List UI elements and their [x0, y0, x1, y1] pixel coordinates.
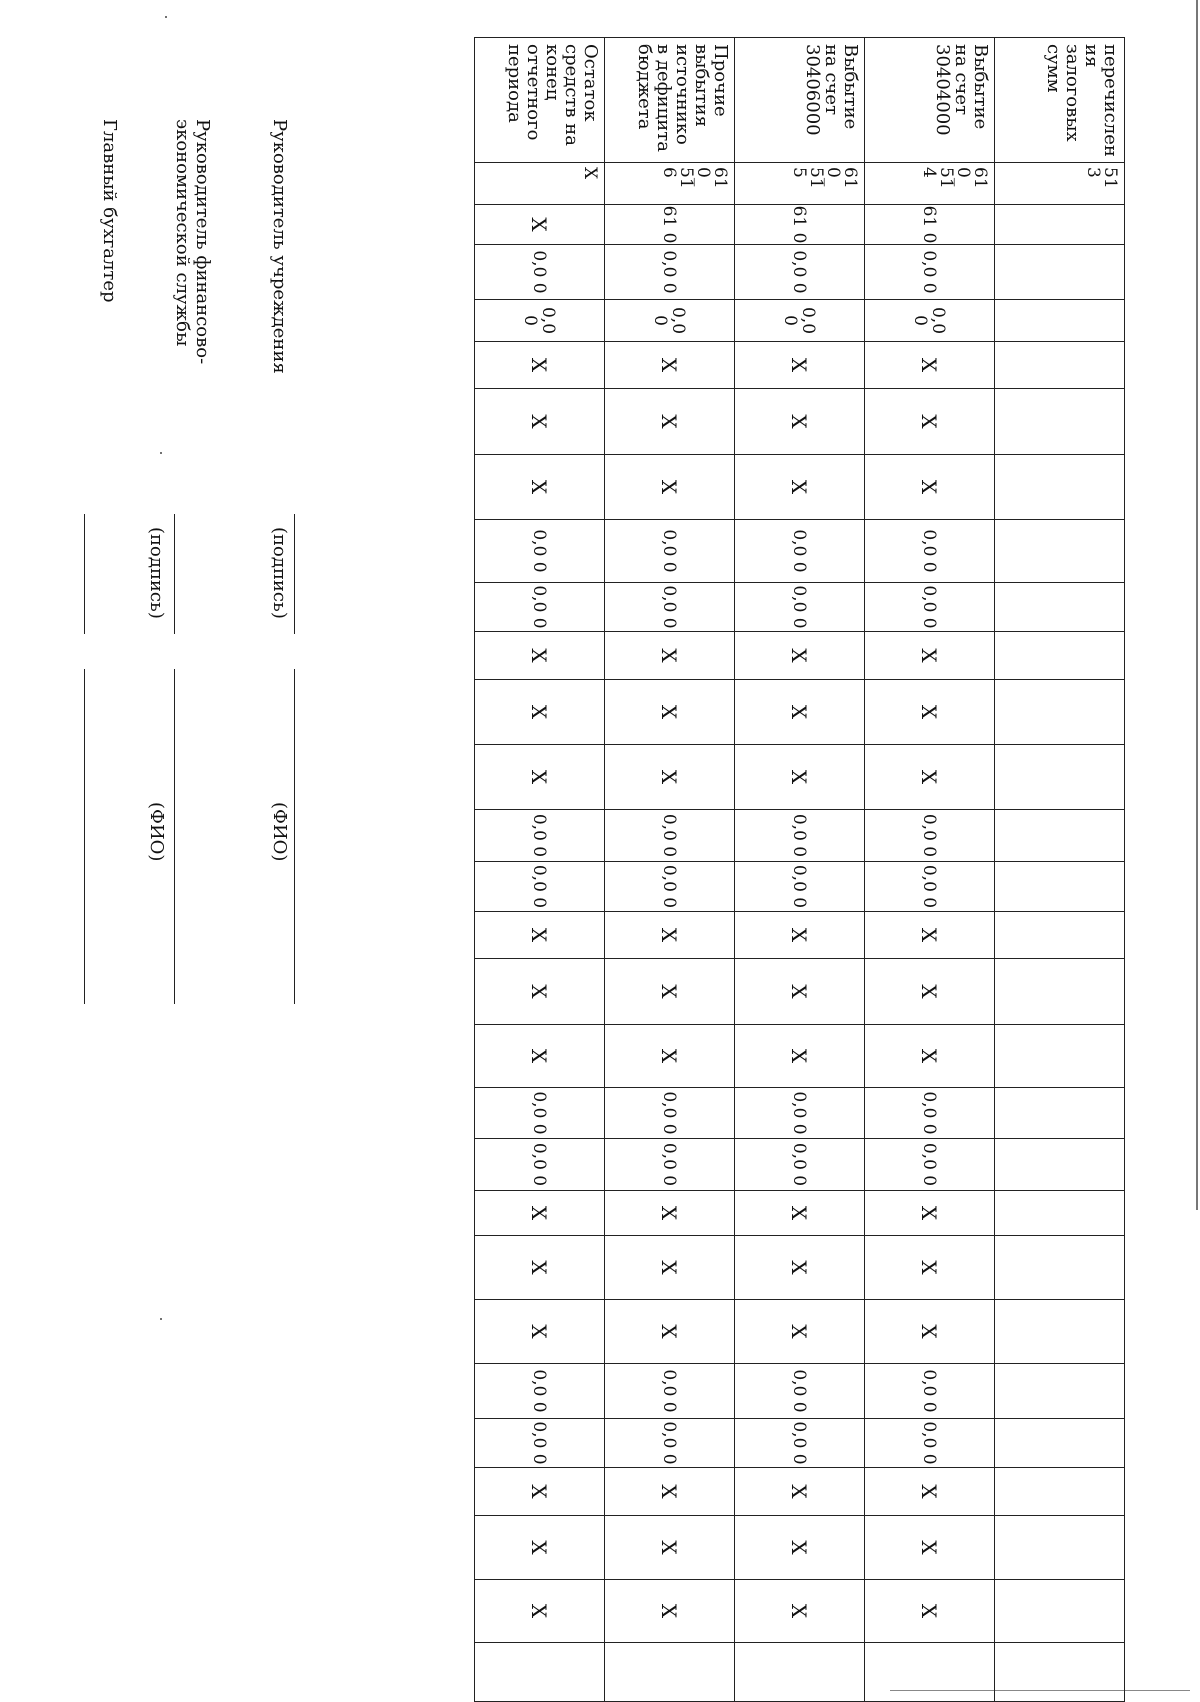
table-cell [995, 745, 1125, 810]
table-cell: X [605, 912, 735, 959]
table-cell: X [865, 1236, 995, 1300]
table-cell: X [735, 389, 865, 455]
table-row [475, 38, 605, 1702]
rotated-content [99, 37, 1125, 1702]
table-cell: 0,0 0 [865, 300, 995, 342]
table-cell: X [865, 1468, 995, 1516]
table-cell: 0,0 0 [605, 520, 735, 583]
table-cell: 0,0 0 [475, 810, 605, 862]
table-cell [995, 245, 1125, 300]
table-cell: 0,0 0 [605, 1364, 735, 1419]
table-cell: 0,0 0 [475, 520, 605, 583]
table-row [865, 38, 995, 1702]
table-cell: X [865, 389, 995, 455]
table-cell [995, 1468, 1125, 1516]
table-cell [995, 680, 1125, 745]
row-code: 51 3 [995, 163, 1125, 205]
table-cell [995, 1088, 1125, 1139]
table-cell [865, 1643, 995, 1702]
table-cell: 0,0 0 [475, 300, 605, 342]
table-cell: X [605, 1236, 735, 1300]
table-cell: 0,0 0 [865, 245, 995, 300]
table-cell: 0,0 0 [605, 583, 735, 632]
table-cell: X [475, 1516, 605, 1580]
table-cell: X [605, 1468, 735, 1516]
table-cell: 0,0 0 [605, 300, 735, 342]
table-cell: X [475, 1580, 605, 1643]
row-label: Прочие выбытия источнико в дефицита бюджета [605, 38, 735, 163]
head-name-hint: (ФИО) [269, 802, 290, 862]
table-cell: 0,0 0 [865, 810, 995, 862]
table-cell: X [475, 1300, 605, 1364]
table-cell: X [475, 455, 605, 520]
row-label: перечислен ия залоговых сумм [995, 38, 1125, 163]
table-cell: 0,0 0 [865, 1419, 995, 1468]
table-cell: X [605, 342, 735, 389]
table-cell: X [865, 680, 995, 745]
table-cell: X [735, 1191, 865, 1236]
row-code: 61 0_ 51 5 [735, 163, 865, 205]
table-cell: X [735, 342, 865, 389]
report-table [474, 37, 1125, 1702]
table-cell [995, 632, 1125, 680]
table-cell: 0,0 0 [605, 245, 735, 300]
table-cell [995, 1580, 1125, 1643]
scan-speck [160, 452, 162, 454]
table-cell: X [475, 389, 605, 455]
table-cell: X [735, 1516, 865, 1580]
table-cell: X [605, 455, 735, 520]
table-cell: 0,0 0 [865, 862, 995, 912]
finance-name-hint: (ФИО) [146, 802, 167, 862]
table-cell: X [605, 389, 735, 455]
table-cell: X [475, 632, 605, 680]
table-cell: 0,0 0 [475, 862, 605, 912]
finance-sign-line[interactable] [174, 514, 175, 634]
table-cell: X [735, 1300, 865, 1364]
scan-speck [165, 16, 167, 18]
table-cell: 0,0 0 [735, 583, 865, 632]
table-cell [995, 912, 1125, 959]
table-cell: X [605, 1580, 735, 1643]
table-cell [995, 583, 1125, 632]
row-line-code: 61 0 [735, 205, 865, 245]
table-cell [735, 1643, 865, 1702]
table-cell: 0,0 0 [475, 1364, 605, 1419]
table-cell: 0,0 0 [605, 810, 735, 862]
table-cell [995, 959, 1125, 1025]
table-cell: 0,0 0 [605, 1088, 735, 1139]
table-cell: X [865, 1300, 995, 1364]
table-cell: X [865, 1191, 995, 1236]
table-cell: 0,0 0 [735, 245, 865, 300]
row-code: 61 0_ 51 4 [865, 163, 995, 205]
table-cell: 0,0 0 [735, 862, 865, 912]
finance-label-2: экономической службы [172, 119, 193, 347]
table-cell: 0,0 0 [735, 300, 865, 342]
table-cell: X [475, 342, 605, 389]
table-cell: X [865, 632, 995, 680]
table-cell [995, 1364, 1125, 1419]
table-cell: X [735, 959, 865, 1025]
row-label: Выбытие на счет 30404000 [865, 38, 995, 163]
table-cell: X [605, 745, 735, 810]
table-cell [995, 1236, 1125, 1300]
table-cell: X [475, 912, 605, 959]
head-sign-line[interactable] [294, 514, 295, 634]
table-cell: 0,0 0 [735, 1419, 865, 1468]
table-cell [995, 1643, 1125, 1702]
table-cell: X [735, 632, 865, 680]
table-cell [995, 342, 1125, 389]
table-cell: X [865, 745, 995, 810]
table-cell [995, 300, 1125, 342]
table-cell: X [475, 1468, 605, 1516]
table-cell: X [735, 1468, 865, 1516]
row-line-code: 61 0 [865, 205, 995, 245]
table-cell: X [735, 1025, 865, 1088]
table-cell: X [475, 1236, 605, 1300]
table-cell: 0,0 0 [605, 1419, 735, 1468]
row-line-code: X [475, 205, 605, 245]
table-cell: 0,0 0 [865, 583, 995, 632]
table-cell: 0,0 0 [865, 1088, 995, 1139]
table-cell: X [865, 455, 995, 520]
table-cell [995, 1139, 1125, 1191]
row-label: Остаток средств на конец отчетного периода [475, 38, 605, 163]
table-cell [995, 389, 1125, 455]
table-cell: X [735, 745, 865, 810]
table-cell: X [865, 912, 995, 959]
table-cell: X [865, 959, 995, 1025]
table-cell [995, 455, 1125, 520]
table-cell: 0,0 0 [735, 810, 865, 862]
finance-label-1: Руководитель финансово- [192, 119, 213, 365]
table-cell: 0,0 0 [605, 1139, 735, 1191]
accountant-label: Главный бухгалтер [99, 119, 120, 303]
table-cell [995, 1300, 1125, 1364]
table-cell: X [865, 1516, 995, 1580]
table-cell: X [735, 912, 865, 959]
table-row [605, 38, 735, 1702]
table-cell: X [735, 1580, 865, 1643]
page-edge [1196, 0, 1198, 1210]
table-cell: 0,0 0 [735, 1088, 865, 1139]
table-cell: X [475, 680, 605, 745]
table-cell: X [605, 1025, 735, 1088]
table-cell: X [605, 1300, 735, 1364]
row-code: 61 0_ 51 6 [605, 163, 735, 205]
table-cell [995, 1516, 1125, 1580]
table-cell: 0,0 0 [475, 1419, 605, 1468]
table-row [735, 38, 865, 1702]
row-label: Выбытие на счет 30406000 [735, 38, 865, 163]
table-cell: X [735, 455, 865, 520]
table-cell: X [735, 1236, 865, 1300]
table-cell: X [475, 1191, 605, 1236]
table-row [995, 38, 1125, 1702]
table-cell: 0,0 0 [605, 862, 735, 912]
table-cell: X [475, 745, 605, 810]
table-cell: 0,0 0 [475, 1088, 605, 1139]
finance-name-line[interactable] [174, 669, 175, 1004]
table-cell: X [735, 680, 865, 745]
row-code: X [475, 163, 605, 205]
table-cell: 0,0 0 [865, 1139, 995, 1191]
row-line-code: 61 0 [605, 205, 735, 245]
table-cell [995, 520, 1125, 583]
table-cell: X [605, 1191, 735, 1236]
table-cell: X [605, 680, 735, 745]
table-cell: 0,0 0 [475, 1139, 605, 1191]
table-cell: 0,0 0 [865, 520, 995, 583]
table-cell: X [865, 1580, 995, 1643]
scan-speck [160, 1318, 162, 1320]
head-label: Руководитель учреждения [269, 119, 290, 374]
table-cell: X [865, 342, 995, 389]
head-name-line[interactable] [294, 669, 295, 1004]
table-cell: 0,0 0 [735, 520, 865, 583]
table-cell: X [605, 1516, 735, 1580]
table-cell [995, 1025, 1125, 1088]
head-sign-hint: (подпись) [269, 527, 290, 619]
accountant-sign-line[interactable] [84, 514, 85, 634]
table-cell [605, 1643, 735, 1702]
table-cell [995, 810, 1125, 862]
table-cell: 0,0 0 [475, 245, 605, 300]
table-cell: X [605, 632, 735, 680]
finance-sign-hint: (подпись) [146, 527, 167, 619]
table-cell [995, 1191, 1125, 1236]
table-cell: X [605, 959, 735, 1025]
table-cell: X [475, 959, 605, 1025]
table-cell: 0,0 0 [735, 1364, 865, 1419]
table-cell [475, 1643, 605, 1702]
accountant-name-line[interactable] [84, 669, 85, 1004]
table-cell [995, 862, 1125, 912]
table-cell: 0,0 0 [475, 583, 605, 632]
table-cell: 0,0 0 [735, 1139, 865, 1191]
table-cell [995, 1419, 1125, 1468]
table-cell: 0,0 0 [865, 1364, 995, 1419]
table-cell: X [865, 1025, 995, 1088]
table-cell: X [475, 1025, 605, 1088]
row-line-code [995, 205, 1125, 245]
